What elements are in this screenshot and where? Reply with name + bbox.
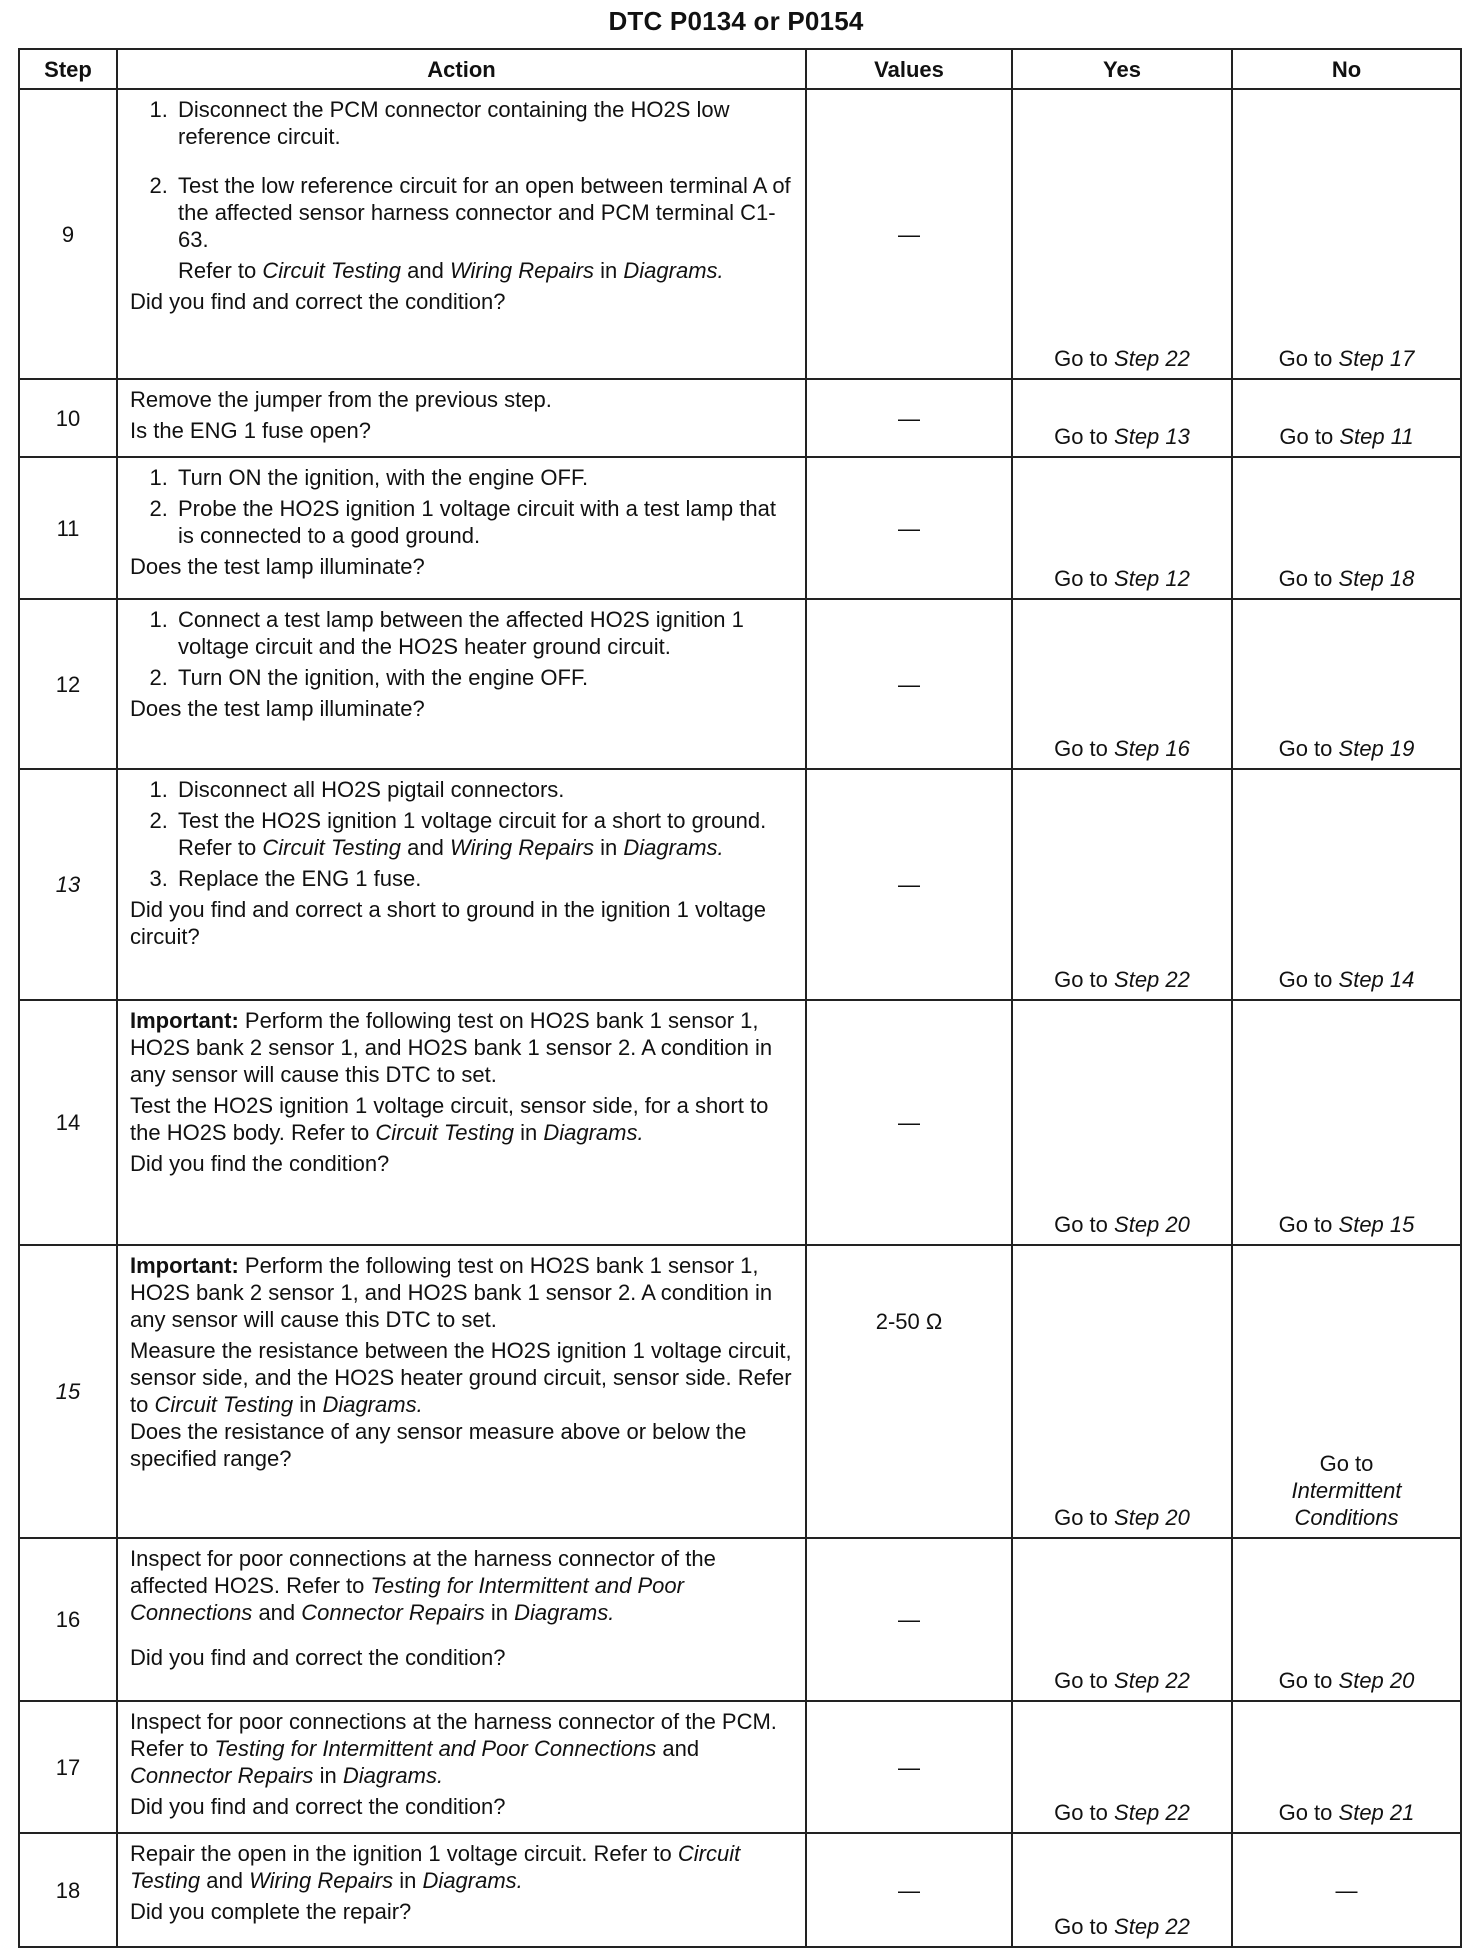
table-row bbox=[19, 1245, 1461, 1538]
question-text: Is the ENG 1 fuse open? bbox=[130, 418, 371, 443]
list-item: 1. Disconnect the PCM connector containing the HO2S low reference circuit. bbox=[174, 96, 795, 150]
values-cell: — bbox=[806, 599, 1012, 769]
question-text: Did you find and correct the condition? bbox=[130, 1645, 506, 1670]
action-cell bbox=[117, 379, 806, 457]
no-cell: Go to Step 21 bbox=[1232, 1701, 1461, 1833]
question-text: Did you find and correct the condition? bbox=[130, 1794, 506, 1819]
step-number: 16 bbox=[19, 1538, 117, 1701]
table-row bbox=[19, 1701, 1461, 1833]
header-action: Action bbox=[117, 49, 806, 89]
question-text: Did you complete the repair? bbox=[130, 1899, 412, 1924]
step-number: 14 bbox=[19, 1000, 117, 1245]
no-cell: Go to Step 19 bbox=[1232, 599, 1461, 769]
action-text: Measure the resistance between the HO2S ignition 1 voltage circuit, sensor side, and the HO2S heater ground circuit, sensor side. Refer to Circuit Testing in Diagrams. bbox=[130, 1338, 792, 1417]
action-cell bbox=[117, 457, 806, 599]
values-cell: — bbox=[806, 1538, 1012, 1701]
action-cell bbox=[117, 599, 806, 769]
action-text: Inspect for poor connections at the harness connector of the PCM. Refer to Testing for Intermittent and Poor Connections and Connector Repairs in Diagrams. bbox=[130, 1709, 777, 1788]
no-cell: Go to Step 18 bbox=[1232, 457, 1461, 599]
yes-cell: Go to Step 22 bbox=[1012, 89, 1232, 379]
step-number: 10 bbox=[19, 379, 117, 457]
step-number: 9 bbox=[19, 89, 117, 379]
step-number: 17 bbox=[19, 1701, 117, 1833]
list-item: 1. Turn ON the ignition, with the engine OFF. bbox=[174, 464, 795, 491]
important-note: Important: Perform the following test on HO2S bank 1 sensor 1, HO2S bank 2 sensor 1, and HO2S bank 1 sensor 2. A condition in any sensor will cause this DTC to set. bbox=[130, 1008, 773, 1087]
action-cell bbox=[117, 1701, 806, 1833]
action-cell bbox=[117, 1245, 806, 1538]
no-cell: Go to Step 17 bbox=[1232, 89, 1461, 379]
question-text: Did you find the condition? bbox=[130, 1151, 390, 1176]
step-number: 18 bbox=[19, 1833, 117, 1947]
values-cell: — bbox=[806, 769, 1012, 1000]
action-cell bbox=[117, 1833, 806, 1947]
yes-cell: Go to Step 22 bbox=[1012, 769, 1232, 1000]
values-cell: — bbox=[806, 379, 1012, 457]
table-row bbox=[19, 1833, 1461, 1947]
no-cell: Go to Step 11 bbox=[1232, 379, 1461, 457]
no-cell: Go to Intermittent Conditions bbox=[1232, 1245, 1461, 1538]
action-cell bbox=[117, 769, 806, 1000]
table-row bbox=[19, 1538, 1461, 1701]
question-text: Does the test lamp illuminate? bbox=[130, 554, 425, 579]
no-cell: Go to Step 14 bbox=[1232, 769, 1461, 1000]
step-number: 13 bbox=[19, 769, 117, 1000]
action-cell bbox=[117, 89, 806, 379]
header-values: Values bbox=[806, 49, 1012, 89]
header-step: Step bbox=[19, 49, 117, 89]
action-text: Test the HO2S ignition 1 voltage circuit, sensor side, for a short to the HO2S body. Refer to Circuit Testing in Diagrams. bbox=[130, 1093, 769, 1145]
yes-cell: Go to Step 20 bbox=[1012, 1245, 1232, 1538]
table-row bbox=[19, 1000, 1461, 1245]
header-row bbox=[19, 49, 1461, 89]
question-text: Does the resistance of any sensor measure above or below the specified range? bbox=[130, 1419, 747, 1471]
list-item: 1. Disconnect all HO2S pigtail connectors. bbox=[174, 776, 795, 803]
list-item: 2. Test the low reference circuit for an open between terminal A of the affected sensor harness connector and PCM terminal C1-63. bbox=[174, 172, 795, 253]
reference-text: Refer to Circuit Testing and Wiring Repairs in Diagrams. bbox=[178, 258, 724, 283]
table-row bbox=[19, 457, 1461, 599]
values-cell: — bbox=[806, 1000, 1012, 1245]
table-row bbox=[19, 599, 1461, 769]
header-no: No bbox=[1232, 49, 1461, 89]
yes-cell: Go to Step 20 bbox=[1012, 1000, 1232, 1245]
yes-cell: Go to Step 16 bbox=[1012, 599, 1232, 769]
list-item: 1. Connect a test lamp between the affected HO2S ignition 1 voltage circuit and the HO2S heater ground circuit. bbox=[174, 606, 795, 660]
table-row bbox=[19, 379, 1461, 457]
list-item: 2. Turn ON the ignition, with the engine OFF. bbox=[174, 664, 795, 691]
list-item: 2. Test the HO2S ignition 1 voltage circuit for a short to ground. Refer to Circuit Testing and Wiring Repairs in Diagrams. bbox=[174, 807, 795, 861]
values-cell: — bbox=[806, 89, 1012, 379]
values-cell: — bbox=[806, 1701, 1012, 1833]
table-row bbox=[19, 89, 1461, 379]
yes-cell: Go to Step 13 bbox=[1012, 379, 1232, 457]
values-cell: 2-50 Ω bbox=[806, 1245, 1012, 1538]
values-cell: — bbox=[806, 1833, 1012, 1947]
no-cell: Go to Step 20 bbox=[1232, 1538, 1461, 1701]
list-item: 2. Probe the HO2S ignition 1 voltage circuit with a test lamp that is connected to a good ground. bbox=[174, 495, 795, 549]
table-row bbox=[19, 769, 1461, 1000]
question-text: Does the test lamp illuminate? bbox=[130, 696, 425, 721]
no-cell: — bbox=[1232, 1833, 1461, 1947]
yes-cell: Go to Step 22 bbox=[1012, 1701, 1232, 1833]
yes-cell: Go to Step 22 bbox=[1012, 1833, 1232, 1947]
header-yes: Yes bbox=[1012, 49, 1232, 89]
yes-cell: Go to Step 12 bbox=[1012, 457, 1232, 599]
step-number: 15 bbox=[19, 1245, 117, 1538]
step-number: 12 bbox=[19, 599, 117, 769]
question-text: Did you find and correct a short to ground in the ignition 1 voltage circuit? bbox=[130, 897, 766, 949]
action-cell bbox=[117, 1000, 806, 1245]
no-cell: Go to Step 15 bbox=[1232, 1000, 1461, 1245]
action-cell bbox=[117, 1538, 806, 1701]
step-number: 11 bbox=[19, 457, 117, 599]
action-text: Inspect for poor connections at the harness connector of the affected HO2S. Refer to Testing for Intermittent and Poor Connections and Connector Repairs in Diagrams. bbox=[130, 1546, 716, 1625]
list-item: 3. Replace the ENG 1 fuse. bbox=[174, 865, 795, 892]
question-text: Did you find and correct the condition? bbox=[130, 289, 506, 314]
action-text: Repair the open in the ignition 1 voltage circuit. Refer to Circuit Testing and Wiring Repairs in Diagrams. bbox=[130, 1841, 741, 1893]
important-note: Important: Perform the following test on HO2S bank 1 sensor 1, HO2S bank 2 sensor 1, and HO2S bank 1 sensor 2. A condition in any sensor will cause this DTC to set. bbox=[130, 1253, 773, 1332]
yes-cell: Go to Step 22 bbox=[1012, 1538, 1232, 1701]
action-text: Remove the jumper from the previous step. bbox=[130, 387, 552, 412]
page-title: DTC P0134 or P0154 bbox=[608, 6, 864, 36]
diagnostic-table bbox=[18, 48, 1462, 1948]
values-cell: — bbox=[806, 457, 1012, 599]
